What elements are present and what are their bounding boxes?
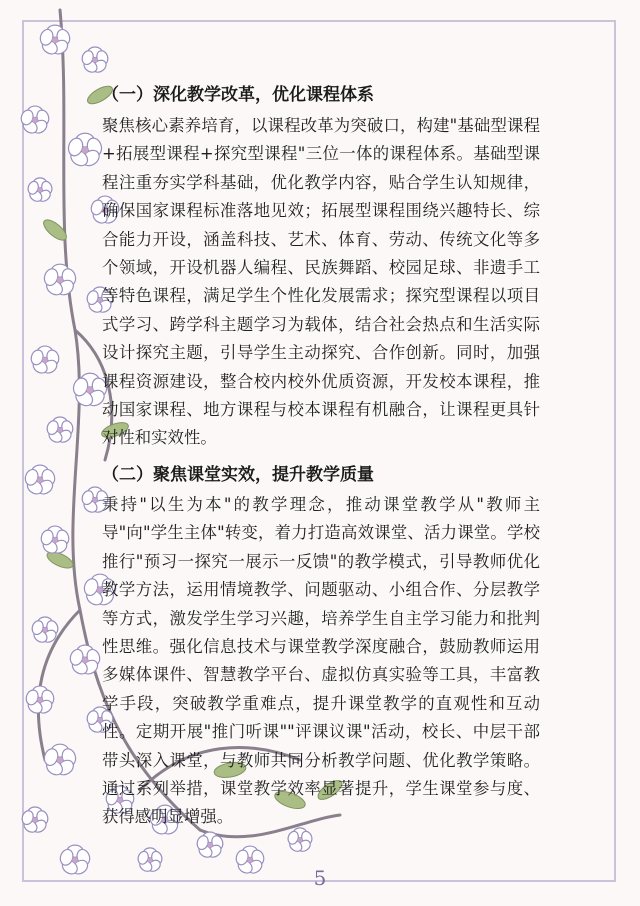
section-heading-1: （一）深化教学改革，优化课程体系: [102, 85, 374, 105]
section-body-2: 秉持"以生为本"的教学理念，推动课堂教学从"教师主导"向"学生主体"转变，着力打造高效课堂、活力课堂。学校推行"预习一探究一展示一反馈"的教学模式，引导教师优化教学方法，运用情境教学、问题驱动、小组合作、分层教学等方式，激发学生学习兴趣，培养学生自主学习能力和批判性思维。强化信息技术与课堂教学深度融合，鼓励教师运用多媒体课件、智慧教学平台、虚拟仿真实验等工具，丰富教学手段，突破教学重难点，提升课堂教学的直观性和互动性。定期开展"推门听课""评课议课"活动，校长、中层干部带头深入课堂，与教师共同分析教学问题、优化教学策略。通过系列举措，课堂教学效率显著提升，学生课堂参与度、获得感明显增强。: [102, 495, 540, 827]
section-heading-2: （二）聚焦课堂实效，提升教学质量: [102, 465, 374, 485]
page-number: 5: [313, 866, 327, 890]
section-body-1: 聚焦核心素养培育，以课程改革为突破口，构建"基础型课程+拓展型课程+探究型课程"三位一体的课程体系。基础型课程注重夯实学科基础，优化教学内容，贴合学生认知规律，确保国家课程标准落地见效；拓展型课程围绕兴趣特长、综合能力开设，涵盖科技、艺术、体育、劳动、传统文化等多个领域，开设机器人编程、民族舞蹈、校园足球、非遗手工等特色课程，满足学生个性化发展需求；探究型课程以项目式学习、跨学科主题学习为载体，结合社会热点和生活实际设计探究主题，引导学生主动探究、合作创新。同时，加强课程资源建设，整合校内校外优质资源，开发校本课程，推动国家课程、地方课程与校本课程有机融合，让课程更具针对性和实效性。: [102, 116, 540, 448]
